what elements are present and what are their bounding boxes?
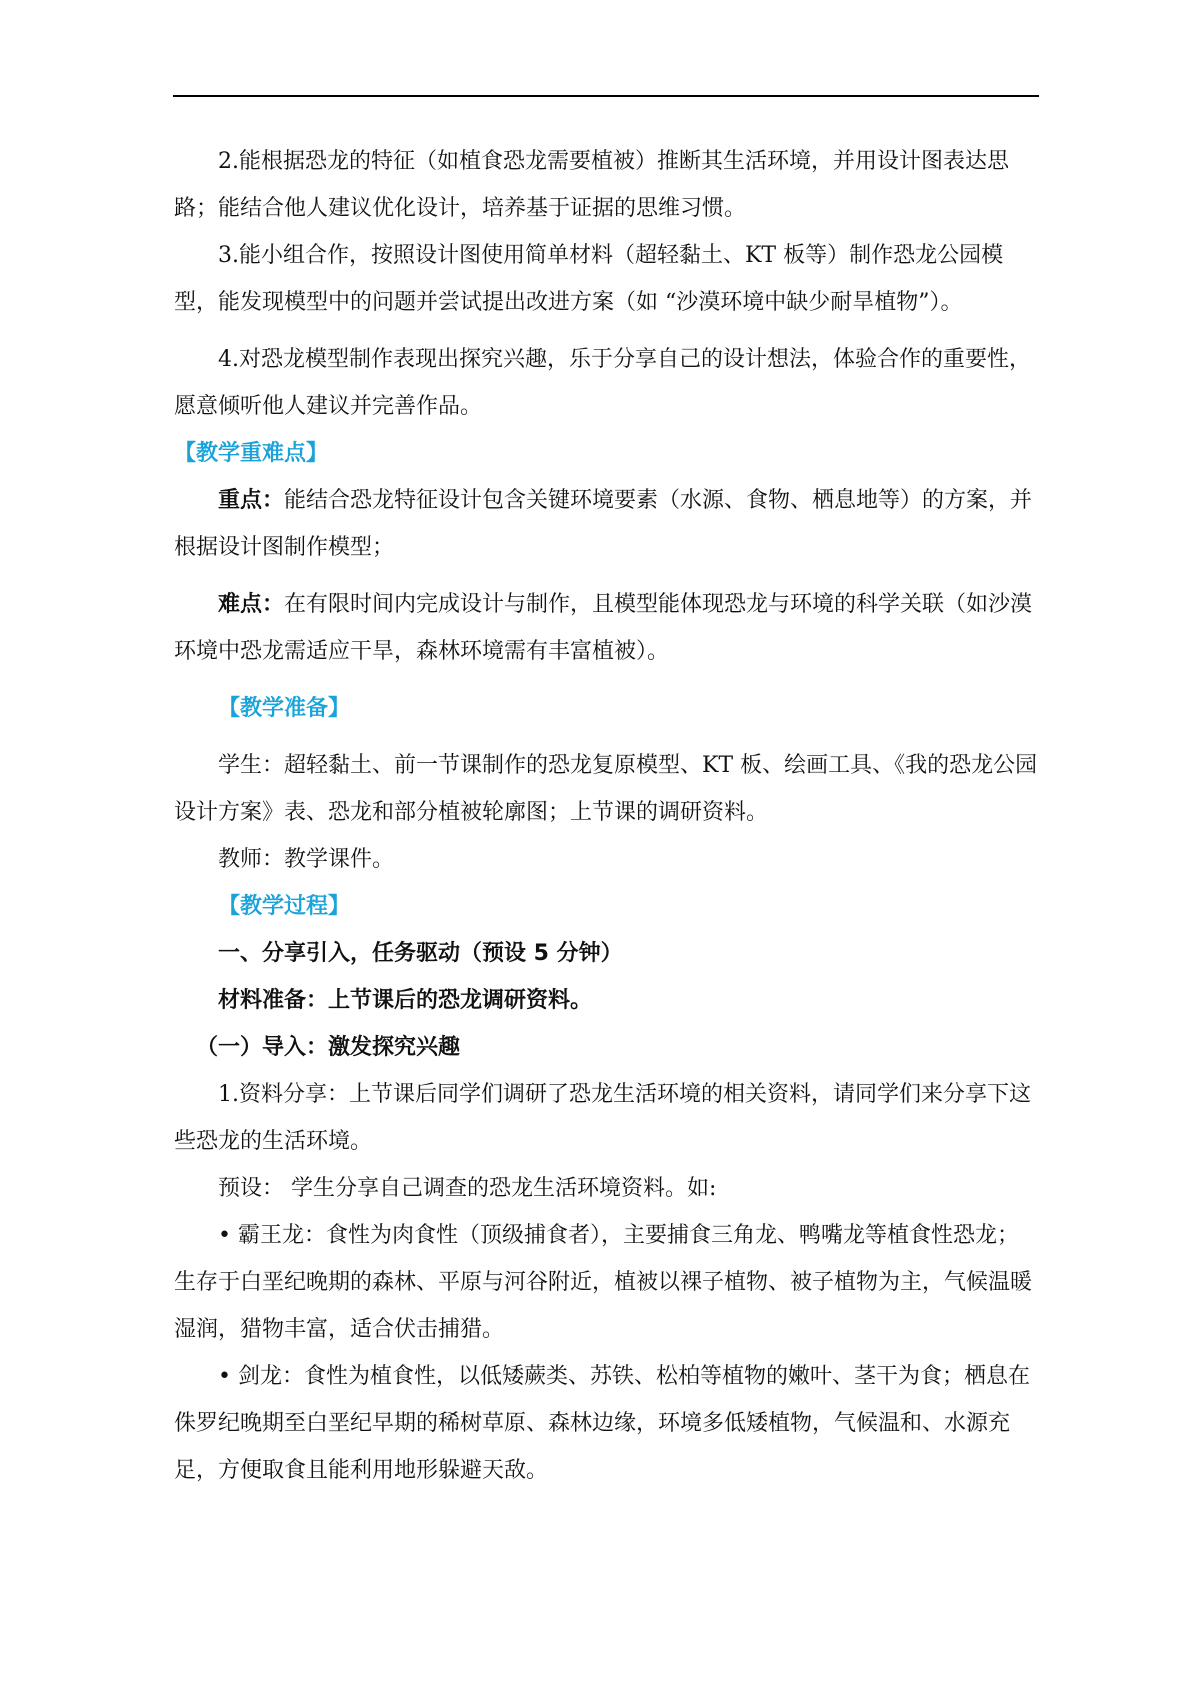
preparation-students: 学生：超轻黏土、前一节课制作的恐龙复原模型、KT 板、绘画工具、《我的恐龙公园设计方案》表、恐龙和部分植被轮廓图；上节课的调研资料。 xyxy=(174,753,1038,825)
process-heading: 【教学过程】 xyxy=(218,894,351,919)
preparation-teacher: 教师：教学课件。 xyxy=(218,847,395,872)
difficulty-text: 在有限时间内完成设计与制作，且模型能体现恐龙与环境的科学关联（如沙漠环境中恐龙需适应干旱，森林环境需有丰富植被）。 xyxy=(174,592,1033,664)
objective-3: 3.能小组合作，按照设计图使用简单材料（超轻黏土、KT 板等）制作恐龙公园模型，能发现模型中的问题并尝试提出改进方案（如 “沙漠环境中缺少耐旱植物”）。 xyxy=(174,243,1004,315)
page-content xyxy=(174,138,1040,1494)
focus-paragraph xyxy=(174,477,1040,571)
objective-4: 4.对恐龙模型制作表现出探究兴趣，乐于分享自己的设计想法，体验合作的重要性，愿意倾听他人建议并完善作品。 xyxy=(174,347,1031,419)
trex-paragraph: • 霸王龙：食性为肉食性（顶级捕食者），主要捕食三角龙、鸭嘴龙等植食性恐龙；生存于白垩纪晚期的森林、平原与河谷附近，植被以裸子植物、被子植物为主，气候温暖湿润，猎物丰富，适合伏击捕猎。 xyxy=(174,1223,1033,1342)
focus-label: 重点： xyxy=(218,488,285,513)
key-points-heading: 【教学重难点】 xyxy=(174,441,329,466)
focus-text: 能结合恐龙特征设计包含关键环境要素（水源、食物、栖息地等）的方案，并根据设计图制作模型； xyxy=(174,488,1033,560)
preparation-heading: 【教学准备】 xyxy=(218,696,351,721)
difficulty-paragraph xyxy=(174,581,1040,675)
section1-title: 一、分享引入，任务驱动（预设 5 分钟） xyxy=(218,941,623,966)
objective-2: 2.能根据恐龙的特征（如植食恐龙需要植被）推断其生活环境，并用设计图表达思路；能结合他人建议优化设计，培养基于证据的思维习惯。 xyxy=(174,149,1009,221)
difficulty-label: 难点： xyxy=(218,592,285,617)
preset-line: 预设： 学生分享自己调查的恐龙生活环境资料。如: xyxy=(218,1176,717,1201)
step1-paragraph: 1.资料分享：上节课后同学们调研了恐龙生活环境的相关资料，请同学们来分享下这些恐龙的生活环境。 xyxy=(174,1082,1031,1154)
stegosaurus-paragraph: • 剑龙：食性为植食性，以低矮蕨类、苏铁、松柏等植物的嫩叶、茎干为食；栖息在侏罗纪晚期至白垩纪早期的稀树草原、森林边缘，环境多低矮植物，气候温和、水源充足，方便取食且能利用地形躲避天敌。 xyxy=(174,1364,1030,1483)
header-rule xyxy=(173,95,1039,97)
sub1-title: （一）导入：激发探究兴趣 xyxy=(196,1035,461,1060)
materials-line: 材料准备：上节课后的恐龙调研资料。 xyxy=(218,988,593,1013)
